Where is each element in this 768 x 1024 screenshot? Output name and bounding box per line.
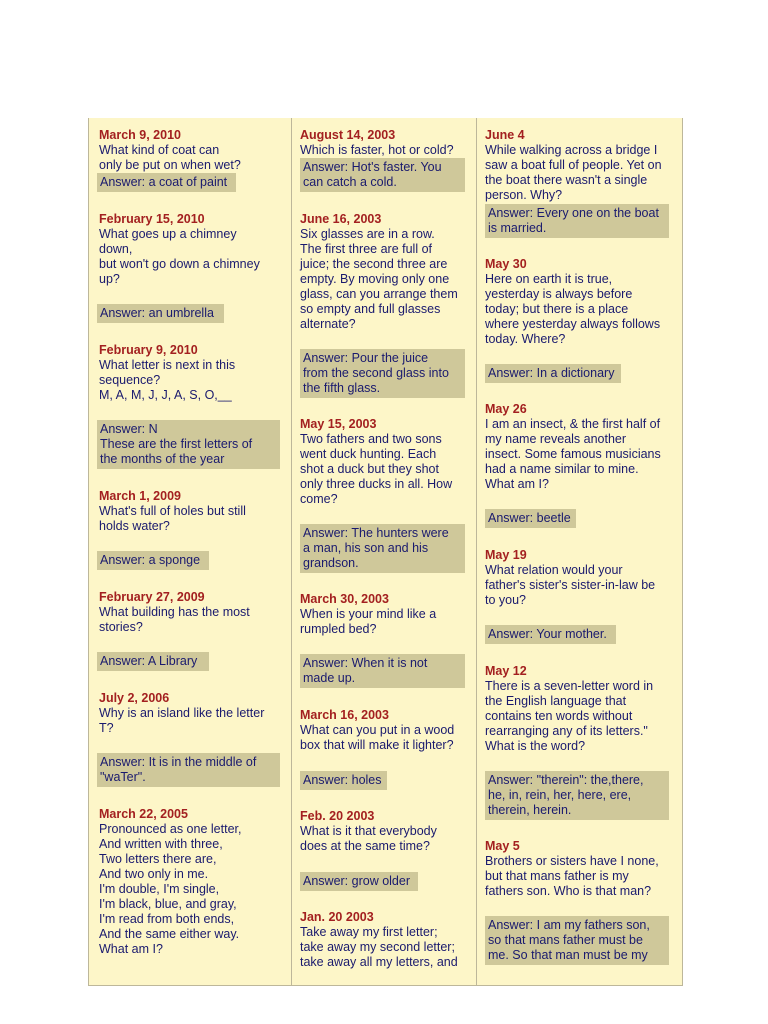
- riddle-entry: [300, 592, 476, 637]
- riddle-answer: Answer: beetle: [485, 509, 576, 528]
- riddle-question: What is it that everybody does at the same time?: [300, 824, 437, 853]
- riddle-question: What kind of coat can only be put on when wet?: [99, 143, 241, 172]
- riddle-entry: [485, 128, 683, 203]
- riddle-date: May 30: [485, 257, 527, 271]
- riddle-date: May 19: [485, 548, 527, 562]
- riddle-date: March 22, 2005: [99, 807, 188, 821]
- riddle-entry: [99, 128, 290, 173]
- riddle-question: What letter is next in this sequence? M, A, M, J, J, A, S, O,__: [99, 358, 236, 402]
- riddle-entry: [300, 910, 476, 970]
- riddle-answer: Answer: Your mother.: [485, 625, 616, 644]
- riddle-date: Feb. 20 2003: [300, 809, 375, 823]
- riddle-date: March 1, 2009: [99, 489, 181, 503]
- riddle-date: Jan. 20 2003: [300, 910, 374, 924]
- riddle-date: May 12: [485, 664, 527, 678]
- riddle-entry: [300, 708, 476, 753]
- riddle-entry: [99, 691, 290, 736]
- riddle-entry: [485, 664, 683, 754]
- riddle-answer: Answer: an umbrella: [97, 304, 224, 323]
- riddle-question: While walking across a bridge I saw a boat full of people. Yet on the boat there wasn't a single person. Why?: [485, 143, 662, 202]
- riddle-column-3: [476, 118, 683, 985]
- riddle-entry: [99, 212, 290, 287]
- riddle-question: What relation would your father's sister's sister-in-law be to you?: [485, 563, 656, 607]
- riddle-column-1: [89, 118, 290, 985]
- riddle-date: May 15, 2003: [300, 417, 377, 431]
- riddle-entry: [485, 839, 683, 899]
- riddle-entry: [300, 809, 476, 854]
- riddle-sheet: [88, 118, 683, 986]
- riddle-entry: [99, 807, 290, 957]
- riddle-question: What can you put in a wood box that will make it lighter?: [300, 723, 455, 752]
- riddle-date: May 26: [485, 402, 527, 416]
- riddle-date: June 4: [485, 128, 525, 142]
- riddle-question: I am an insect, & the first half of my name reveals another insect. Some famous musicians had a name similar to mine. What am I?: [485, 417, 661, 491]
- riddle-date: May 5: [485, 839, 520, 853]
- riddle-answer: Answer: Pour the juice from the second glass into the fifth glass.: [300, 349, 465, 398]
- riddle-entry: [485, 402, 683, 492]
- riddle-answer: Answer: I am my fathers son, so that mans father must be me. So that man must be my: [485, 916, 669, 965]
- riddle-entry: [485, 548, 683, 608]
- riddle-question: What building has the most stories?: [99, 605, 250, 634]
- riddle-question: What goes up a chimney down, but won't go down a chimney up?: [99, 227, 260, 286]
- riddle-question: Two fathers and two sons went duck hunting. Each shot a duck but they shot only three ducks in all. How come?: [300, 432, 453, 506]
- riddle-answer: Answer: N These are the first letters of the months of the year: [97, 420, 280, 469]
- riddle-question: There is a seven-letter word in the English language that contains ten words without rearranging any of its letters." What is the word?: [485, 679, 654, 753]
- riddle-entry: [99, 489, 290, 534]
- riddle-date: June 16, 2003: [300, 212, 382, 226]
- riddle-date: March 30, 2003: [300, 592, 389, 606]
- riddle-question: What's full of holes but still holds water?: [99, 504, 246, 533]
- riddle-question: Take away my first letter; take away my second letter; take away all my letters, and: [300, 925, 458, 969]
- riddle-question: Here on earth it is true, yesterday is always before today; but there is a place where yesterday always follows today. Where?: [485, 272, 661, 346]
- riddle-answer: Answer: It is in the middle of "waTer".: [97, 753, 280, 787]
- riddle-date: March 16, 2003: [300, 708, 389, 722]
- riddle-answer: Answer: The hunters were a man, his son and his grandson.: [300, 524, 465, 573]
- riddle-answer: Answer: a coat of paint: [97, 173, 236, 192]
- riddle-date: August 14, 2003: [300, 128, 396, 142]
- riddle-date: February 15, 2010: [99, 212, 205, 226]
- riddle-question: Why is an island like the letter T?: [99, 706, 265, 735]
- riddle-answer: Answer: "therein": the,there, he, in, rein, her, here, ere, therein, herein.: [485, 771, 669, 820]
- riddle-column-2: [291, 118, 476, 985]
- riddle-answer: Answer: When it is not made up.: [300, 654, 465, 688]
- riddle-date: March 9, 2010: [99, 128, 181, 142]
- riddle-entry: [300, 212, 476, 332]
- riddle-question: Six glasses are in a row. The first three are full of juice; the second three are empty. By moving only one glass, can you arrange them so empty and full glasses alternate?: [300, 227, 458, 331]
- riddle-question: Brothers or sisters have I none, but that mans father is my fathers son. Who is that man?: [485, 854, 659, 898]
- riddle-answer: Answer: A Library: [97, 652, 209, 671]
- riddle-entry: [99, 343, 290, 403]
- riddle-question: Which is faster, hot or cold?: [300, 143, 454, 157]
- riddle-date: February 9, 2010: [99, 343, 198, 357]
- riddle-date: February 27, 2009: [99, 590, 205, 604]
- riddle-answer: Answer: In a dictionary: [485, 364, 621, 383]
- riddle-entry: [485, 257, 683, 347]
- riddle-answer: Answer: Hot's faster. You can catch a cold.: [300, 158, 465, 192]
- riddle-question: When is your mind like a rumpled bed?: [300, 607, 437, 636]
- riddle-date: July 2, 2006: [99, 691, 170, 705]
- riddle-entry: [99, 590, 290, 635]
- riddle-answer: Answer: Every one on the boat is married.: [485, 204, 669, 238]
- riddle-entry: [300, 417, 476, 507]
- riddle-question: Pronounced as one letter, And written with three, Two letters there are, And two only in me. I'm double, I'm single, I'm black, blue, and gray, I'm read from both ends, And the same either way. What am I?: [99, 822, 242, 956]
- riddle-answer: Answer: a sponge: [97, 551, 209, 570]
- riddle-answer: Answer: holes: [300, 771, 387, 790]
- riddle-answer: Answer: grow older: [300, 872, 418, 891]
- riddle-entry: [300, 128, 476, 158]
